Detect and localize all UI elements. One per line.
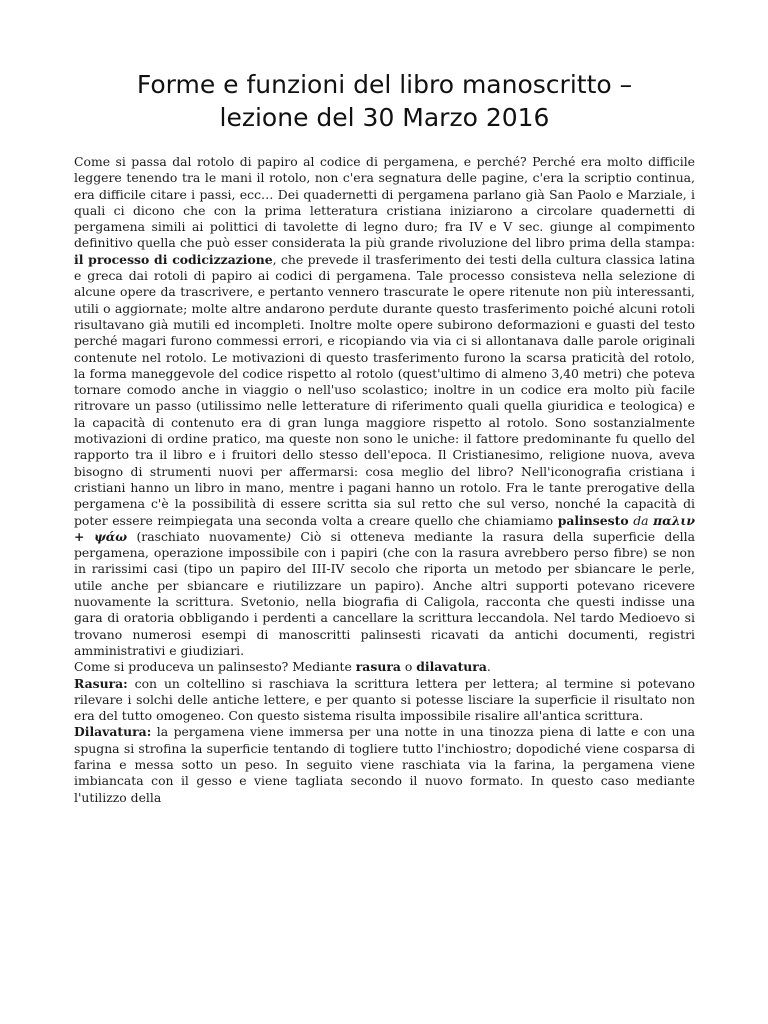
document-title bbox=[74, 68, 695, 134]
italic-run: da bbox=[628, 512, 654, 528]
text-run: Ciò si otteneva mediante la rasura della superficie della pergamena, operazione impossibile con i papiri (che con la rasura avrebbero perso fibre) se non in rarissimi casi (tipo un papiro del III-IV secolo che riporta un metodo per sbiancare le perle, utile anche per sbiancare e riutilizzare un papiro). Anche altri supporti potevano ricevere nuovamente la scrittura. Svetonio, nella biografia di Caligola, racconta che questi indisse una gara di oratoria obbligando i perdenti a cancellare la scrittura leccandola. Nel tardo Medioevo si trovano numerosi esempi di manoscritti palinsesti ricavati da antichi documenti, registri amministrativi e giudiziari. bbox=[74, 528, 695, 658]
paragraph-codicizzazione bbox=[74, 154, 695, 659]
text-run: Come si produceva un palinsesto? Mediante bbox=[74, 659, 356, 675]
greek-etymology: παλιν + ψάω bbox=[74, 512, 695, 544]
bold-term-dilavatura: dilavatura bbox=[416, 659, 487, 675]
text-run: (raschiato nuovamente bbox=[127, 528, 287, 544]
title-line-1: Forme e funzioni del libro manoscritto – bbox=[136, 70, 633, 99]
document-page bbox=[74, 68, 695, 806]
text-run: Come si passa dal rotolo di papiro al codice di pergamena, e perché? Perché era molto difficile leggere tenendo tra le mani il rotolo, non c'era segnatura delle pagine, c'era la scriptio continua, era difficile citare i passi, ecc… Dei quadernetti di pergamena parlano già San Paolo e Marziale, i quali ci dicono che con la prima letteratura cristiana iniziarono a circolare quadernetti di pergamena simili ai polittici di tavolette di legno duro; fra IV e V sec. giunge al compimento definitivo quella che può esser considerata la più grande rivoluzione del libro prima della stampa: bbox=[74, 154, 695, 251]
bold-term-codicizzazione: il processo di codicizzazione bbox=[74, 251, 273, 267]
document-body bbox=[74, 154, 695, 806]
paragraph-question bbox=[74, 659, 695, 675]
text-run: , che prevede il trasferimento dei testi della cultura classica latina e greca dai rotoli di papiro ai codici di pergamena. Tale processo consisteva nella selezione di alcune opere da trascrivere, e pertanto vennero trascurate le opere ritenute non più interessanti, utili o aggiornate; molte altre andarono perdute durante questo trasferimento poiché alcuni rotoli risultavano già mutili ed incompleti. Inoltre molte opere subirono deformazioni e guasti del testo perché magari furono commessi errori, e ricopiando via via ci si allontanava dalle parole originali contenute nel rotolo. Le motivazioni di questo trasferimento furono la scarsa praticità del rotolo, la forma maneggevole del codice rispetto al rotolo (quest'ultimo di almeno 3,40 metri) che poteva tornare comodo anche in viaggio o nell'uso scolastico; inoltre in un codice era molto più facile ritrovare un passo (utilissimo nelle letterature di riferimento quali quella giuridica e teologica) e la capacità di contenuto era di gran lunga maggiore rispetto al rotolo. Sono sostanzialmente motivazioni di ordine pratico, ma queste non sono le uniche: il fattore predominante fu quello del rapporto tra il libro e i fruitori dello stesso dell'epoca. Il Cristianesimo, religione nuova, aveva bisogno di strumenti nuovi per affermarsi: cosa meglio del libro? Nell'iconografia cristiana i cristiani hanno un libro in mano, mentre i pagani hanno un rotolo. Fra le tante prerogative della pergamena c'è la possibilità di essere scritta sia sul retto che sul verso, nonché la capacità di poter essere reimpiegata una seconda volta a creare quello che chiamiamo bbox=[74, 251, 695, 528]
bold-term-palinsesto: palinsesto bbox=[557, 512, 629, 528]
paragraph-rasura bbox=[74, 676, 695, 725]
heading-rasura: Rasura: bbox=[74, 675, 128, 691]
bold-term-rasura: rasura bbox=[355, 659, 401, 675]
text-run: la pergamena viene immersa per una notte in una tinozza piena di latte e con una spugna si strofina la superficie tentando di togliere tutto l'inchiostro; dopodiché viene cosparsa di farina e messa sotto un peso. In seguito viene raschiata via la farina, la pergamena viene imbiancata con il gesso e viene tagliata secondo il nuovo formato. In questo caso mediante l'utilizzo della bbox=[74, 724, 695, 805]
italic-run: ) bbox=[286, 528, 292, 544]
paragraph-dilavatura bbox=[74, 724, 695, 805]
text-run: con un coltellino si raschiava la scrittura lettera per lettera; al termine si potevano rilevare i solchi delle antiche lettere, e per quanto si potesse lisciare la superficie il risultato non era del tutto omogeneo. Con questo sistema risulta impossibile risalire all'antica scrittura. bbox=[74, 675, 695, 724]
text-run: o bbox=[400, 659, 417, 675]
title-line-2: lezione del 30 Marzo 2016 bbox=[219, 103, 550, 132]
text-run: . bbox=[486, 659, 491, 675]
heading-dilavatura: Dilavatura: bbox=[74, 724, 152, 740]
